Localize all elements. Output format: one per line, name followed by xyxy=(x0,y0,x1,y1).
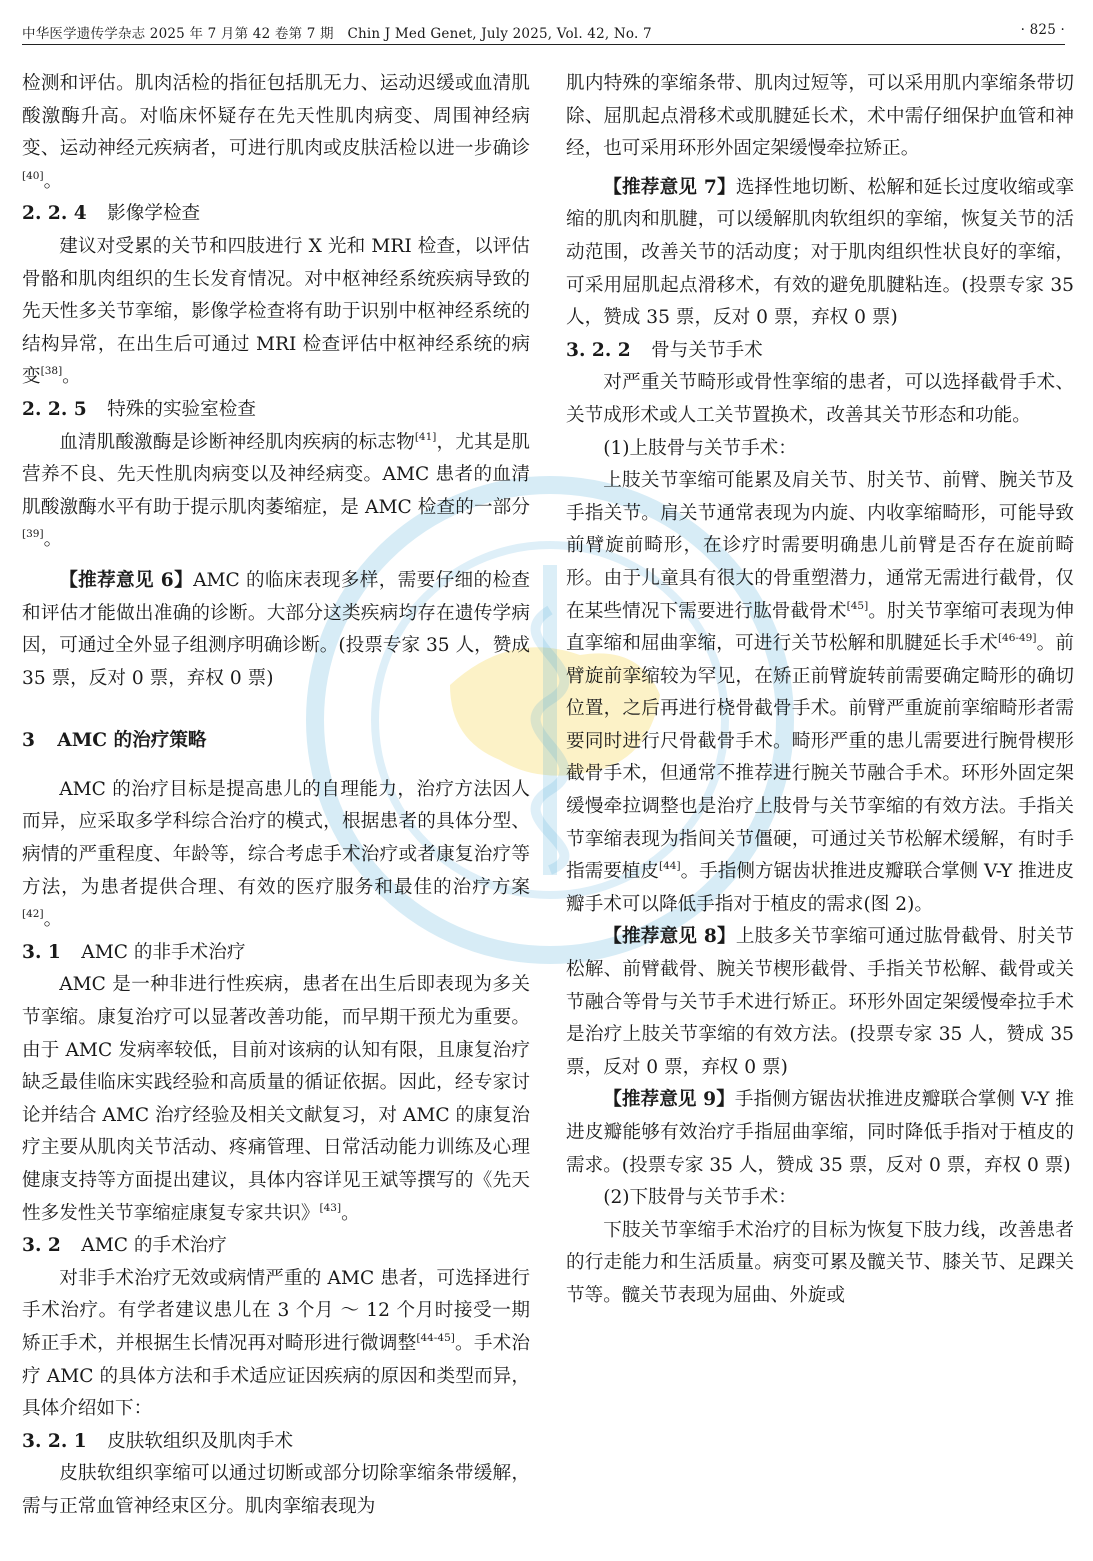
section-heading-2-2-5: 2. 2. 5 特殊的实验室检查 xyxy=(22,398,256,420)
section-heading-3-2-2: 3. 2. 2 骨与关节手术 xyxy=(566,339,763,361)
paragraph: 对严重关节畸形或骨性挛缩的患者，可以选择截骨手术、关节成形术或人工关节置换术，改善其关节形态和功能。 xyxy=(566,372,1074,426)
paragraph: 皮肤软组织挛缩可以通过切断或部分切除挛缩条带缓解，需与正常血管神经束区分。肌肉挛缩表现为 xyxy=(22,1463,530,1517)
section-heading-2-2-4: 2. 2. 4 影像学检查 xyxy=(22,203,201,225)
citation[interactable]: [45] xyxy=(846,599,869,612)
section-heading-3-1: 3. 1 AMC 的非手术治疗 xyxy=(22,941,246,963)
recommendation-7: 【推荐意见 7】选择性地切断、松解和延长过度收缩或挛缩的肌肉和肌腱，可以缓解肌肉软组织的挛缩，恢复关节的活动范围，改善关节的活动度；对于肌肉组织性状良好的挛缩，可采用屈肌起点滑移术，有效的避免肌腱粘连。(投票专家 35 人，赞成 35 票，反对 0 票，弃权 0 票) xyxy=(566,176,1074,329)
paragraph: 检测和评估。肌肉活检的指征包括肌无力、运动迟缓或血清肌酸激酶升高。对临床怀疑存在先天性肌肉病变、周围神经病变、运动神经元疾病者，可进行肌肉或皮肤活检以进一步确诊[40]。 xyxy=(22,73,530,192)
citation[interactable]: [44] xyxy=(659,860,681,873)
recommendation-8: 【推荐意见 8】上肢多关节挛缩可通过肱骨截骨、肘关节松解、前臂截骨、腕关节楔形截骨、手指关节松解、截骨或关节融合等骨与关节手术进行矫正。环形外固定架缓慢牵拉手术是治疗上肢关节挛缩的有效方法。(投票专家 35 人，赞成 35 票，反对 0 票，弃权 0 票) xyxy=(566,926,1074,1078)
recommendation-6: 【推荐意见 6】AMC 的临床表现多样，需要仔细的检查和评估才能做出准确的诊断。大部分这类疾病均存在遗传学病因，可通过全外显子组测序明确诊断。(投票专家 35 人，赞成 35 票，反对 0 票，弃权 0 票) xyxy=(22,569,530,689)
citation[interactable]: [39] xyxy=(22,528,44,541)
paragraph: 肌内特殊的挛缩条带、肌肉过短等，可以采用肌内挛缩条带切除、屈肌起点滑移术或肌腱延长术，术中需仔细保护血管和神经，也可采用环形外固定架缓慢牵拉矫正。 xyxy=(566,73,1074,160)
right-column xyxy=(566,68,1074,1313)
recommendation-9: 【推荐意见 9】手指侧方锯齿状推进皮瓣联合掌侧 V-Y 推进皮瓣能够有效治疗手指屈曲挛缩，同时降低手指对于植皮的需求。(投票专家 35 人，赞成 35 票，反对 0 票，弃权 0 票) xyxy=(566,1089,1074,1176)
left-column xyxy=(22,68,530,1524)
citation[interactable]: [42] xyxy=(22,908,44,921)
paragraph: 上肢关节挛缩可能累及肩关节、肘关节、前臂、腕关节及手指关节。肩关节通常表现为内旋、内收挛缩畸形，可能导致前臂旋前畸形，在诊疗时需要明确患儿前臂是否存在旋前畸形。由于儿童具有很大的骨重塑潜力，通常无需进行截骨，仅在某些情况下需要进行肱骨截骨术[45]。肘关节挛缩可表现为伸直挛缩和屈曲挛缩，可进行关节松解和肌腱延长手术[46-49]。前臂旋前挛缩较为罕见，在矫正前臂旋转前需要确定畸形的确切位置，之后再进行桡骨截骨手术。前臂严重旋前挛缩畸形者需要同时进行尺骨截骨手术。畸形严重的患儿需要进行腕骨楔形截骨手术，但通常不推荐进行腕关节融合手术。环形外固定架缓慢牵拉调整也是治疗上肢骨与关节挛缩的有效方法。手指关节挛缩表现为指间关节僵硬，可通过关节松解术缓解，有时手指需要植皮[44]。手指侧方锯齿状推进皮瓣联合掌侧 V-Y 推进皮瓣手术可以降低手指对于植皮的需求(图 2)。 xyxy=(566,470,1074,915)
journal-citation: 中华医学遗传学杂志 2025 年 7 月第 42 卷第 7 期 Chin J Med Genet, July 2025, Vol. 42, No. 7 xyxy=(22,26,652,42)
paragraph: AMC 是一种非进行性疾病，患者在出生后即表现为多关节挛缩。康复治疗可以显著改善功能，而早期干预尤为重要。由于 AMC 发病率较低，目前对该病的认知有限，且康复治疗缺乏最佳临床实践经验和高质量的循证依据。因此，经专家讨论并结合 AMC 治疗经验及相关文献复习，对 AMC 的康复治疗主要从肌肉关节活动、疼痛管理、日常活动能力训练及心理健康支持等方面提出建议，具体内容详见王斌等撰写的《先天性多发性关节挛缩症康复专家共识》[43]。 xyxy=(22,974,530,1224)
paragraph: 对非手术治疗无效或病情严重的 AMC 患者，可选择进行手术治疗。有学者建议患儿在 3 个月 ～ 12 个月时接受一期矫正手术，并根据生长情况再对畸形进行微调整[44-45]。手术治疗 AMC 的具体方法和手术适应证因疾病的原因和类型而异，具体介绍如下： xyxy=(22,1267,530,1420)
paragraph: 血清肌酸激酶是诊断神经肌肉疾病的标志物[41]，尤其是肌营养不良、先天性肌肉病变以及神经病变。AMC 患者的血清肌酸激酶水平有助于提示肌肉萎缩症，是 AMC 检查的一部分[39]。 xyxy=(22,430,530,551)
subheading-lower-limb: (2)下肢骨与关节手术： xyxy=(603,1187,797,1209)
citation[interactable]: [40] xyxy=(22,169,44,182)
paragraph: 建议对受累的关节和四肢进行 X 光和 MRI 检查，以评估骨骼和肌肉组织的生长发育情况。对中枢神经系统疾病导致的先天性多关节挛缩，影像学检查将有助于识别中枢神经系统的结构异常，在出生后可通过 MRI 检查评估中枢神经系统的病变[38]。 xyxy=(22,235,530,388)
section-heading-3-2: 3. 2 AMC 的手术治疗 xyxy=(22,1235,227,1257)
running-header xyxy=(22,20,1065,45)
page-number: · 825 · xyxy=(1020,22,1065,38)
section-heading-3-2-1: 3. 2. 1 皮肤软组织及肌肉手术 xyxy=(22,1430,294,1452)
citation[interactable]: [38] xyxy=(40,365,63,378)
subheading-upper-limb: (1)上肢骨与关节手术： xyxy=(603,437,797,459)
paragraph: AMC 的治疗目标是提高患儿的自理能力，治疗方法因人而异，应采取多学科综合治疗的模式，根据患者的具体分型、病情的严重程度、年龄等，综合考虑手术治疗或者康复治疗等方法，为患者提供合理、有效的医疗服务和最佳的治疗方案[42]。 xyxy=(22,778,530,931)
section-heading-3: 3 AMC 的治疗策略 xyxy=(22,730,207,752)
citation[interactable]: [44-45] xyxy=(416,1331,455,1344)
citation[interactable]: [41] xyxy=(414,430,437,443)
paragraph: 下肢关节挛缩手术治疗的目标为恢复下肢力线，改善患者的行走能力和生活质量。病变可累及髋关节、膝关节、足踝关节等。髋关节表现为屈曲、外旋或 xyxy=(566,1219,1074,1306)
citation[interactable]: [43] xyxy=(319,1201,342,1214)
citation[interactable]: [46-49] xyxy=(997,632,1037,645)
